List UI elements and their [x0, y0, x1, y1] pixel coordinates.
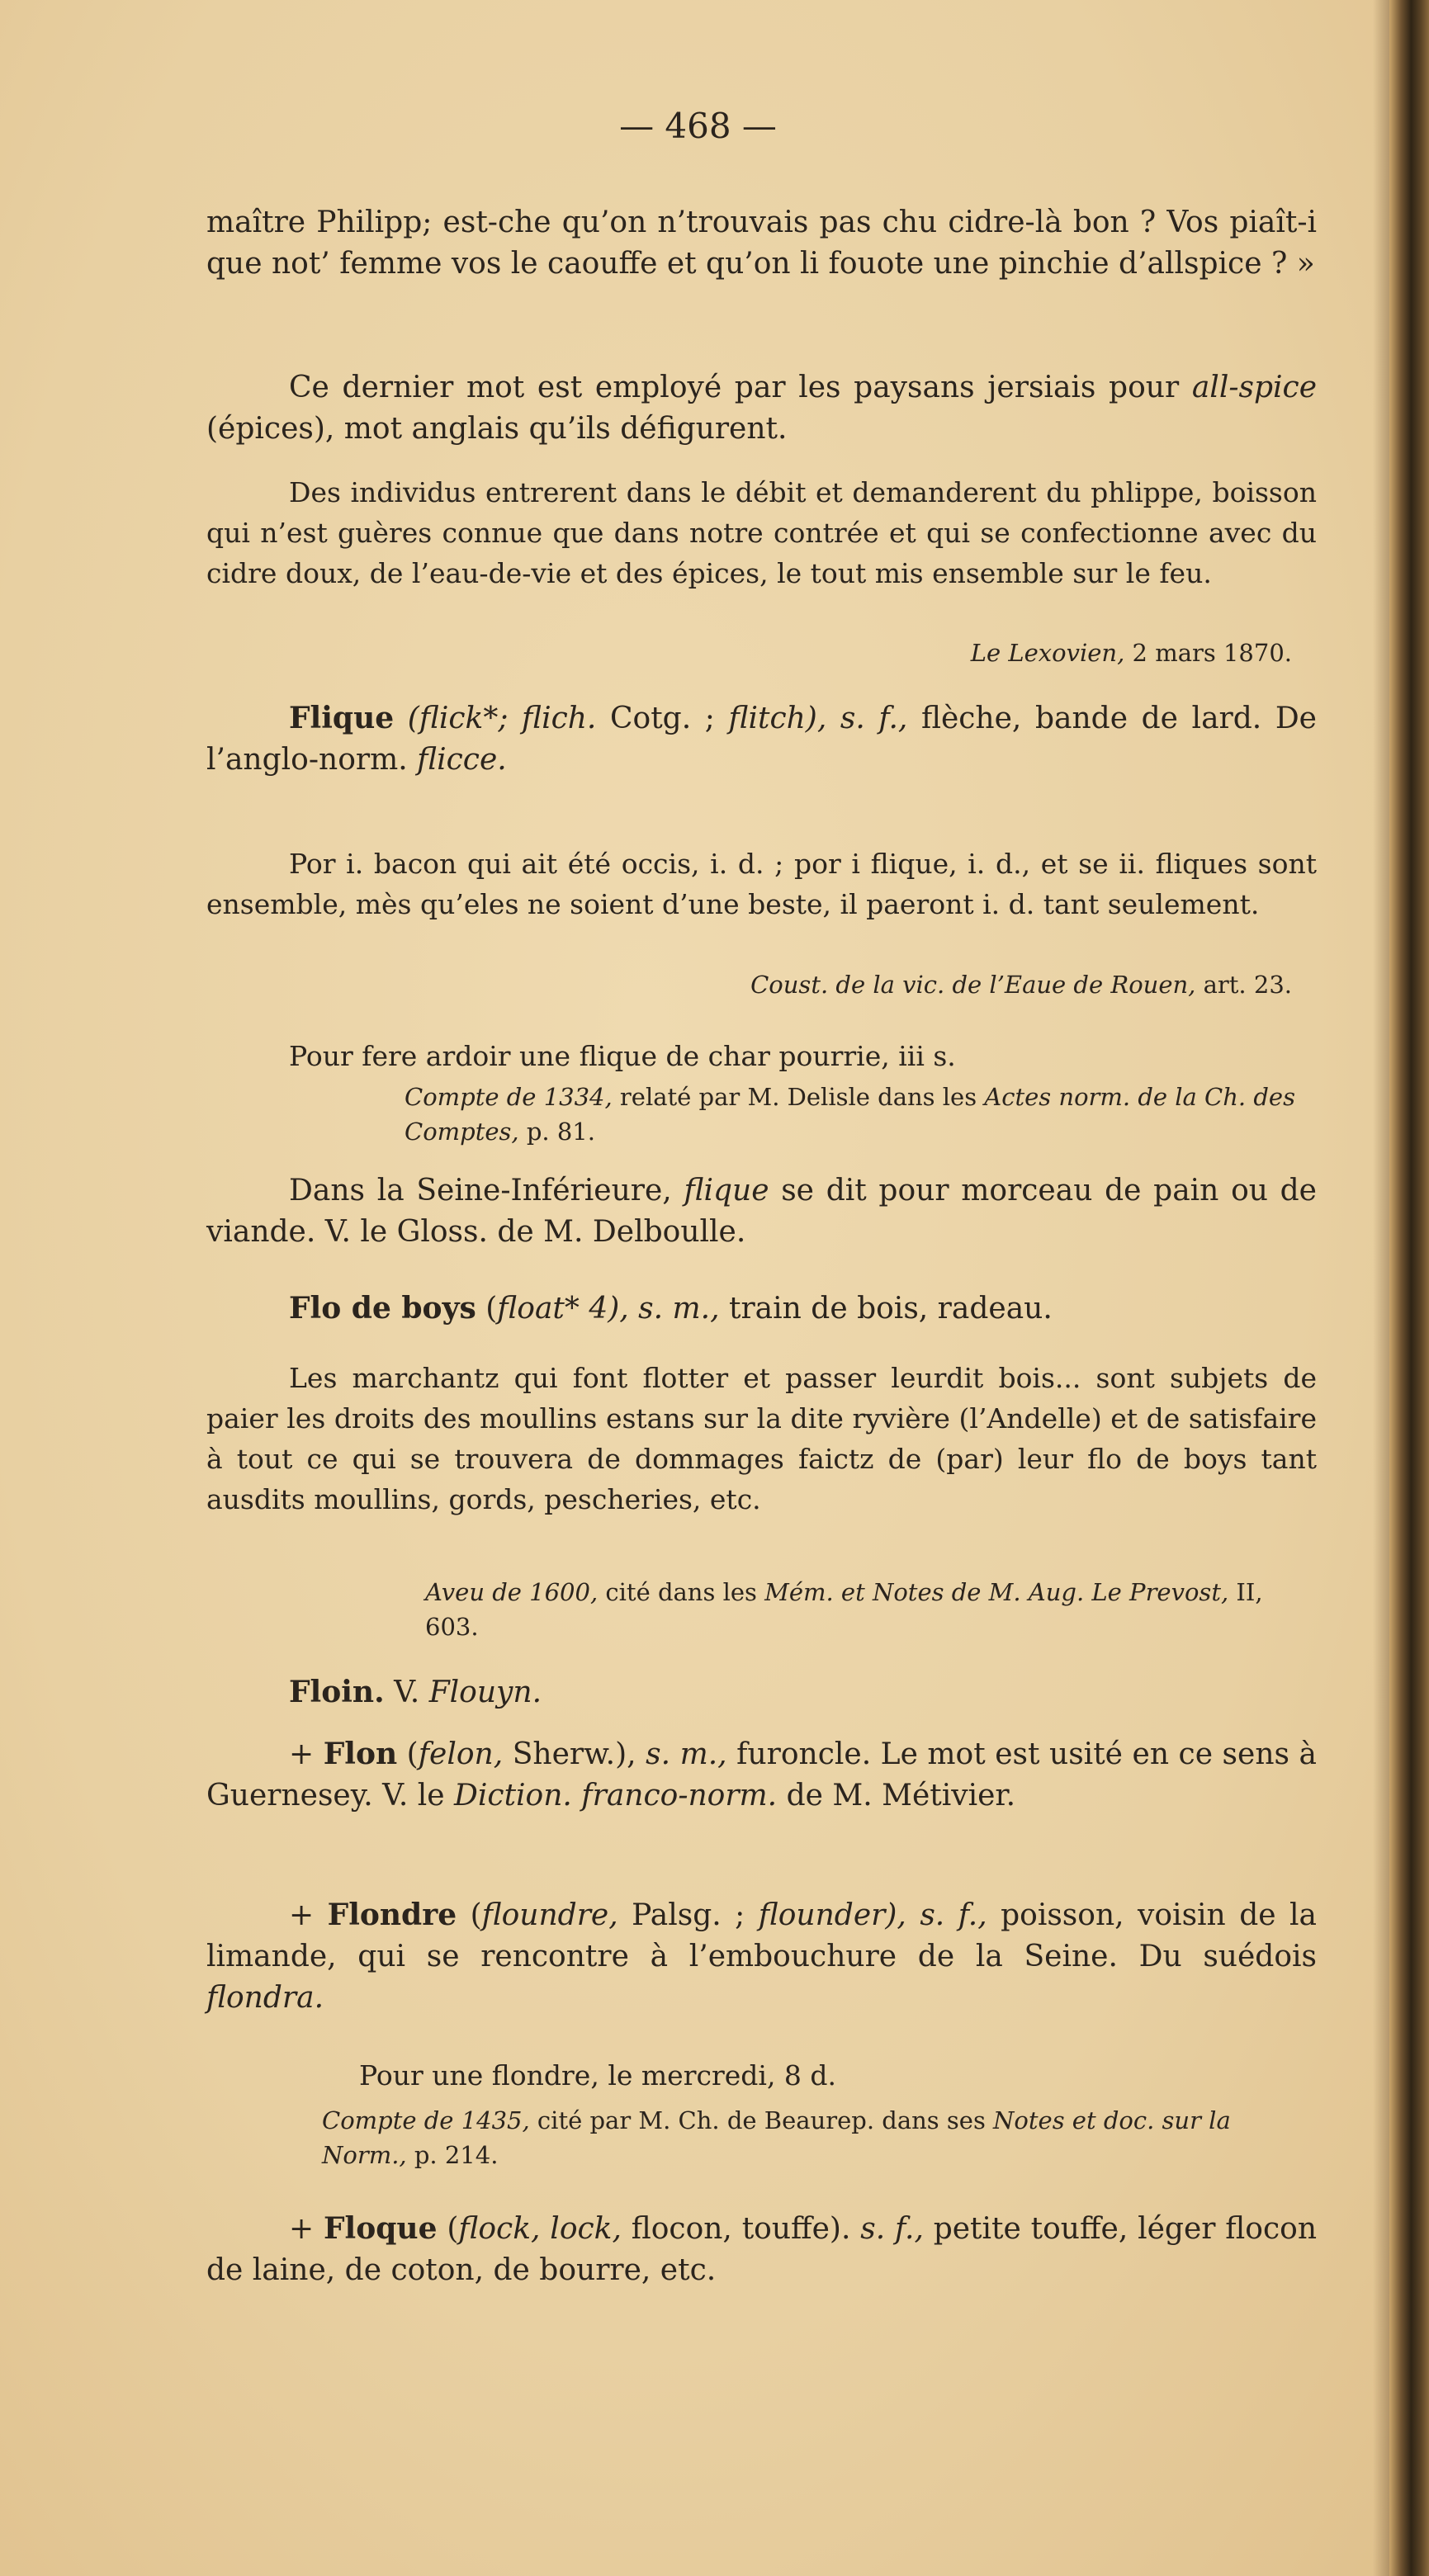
text: Cotg. ;	[596, 702, 729, 735]
term: flique	[684, 1174, 769, 1208]
headword: Flo de boys	[289, 1291, 476, 1326]
headword: Flique	[289, 701, 395, 735]
text: Dans la Seine-Inférieure,	[289, 1174, 684, 1208]
citation	[206, 967, 1317, 1002]
space	[906, 1898, 920, 1932]
text: (	[437, 2212, 459, 2246]
quotation-phlippe: Des individus entrerent dans le débit et demanderent du phlippe, boisson qui n’est guères connue que dans notre contrée et qui se confectionne avec du cidre doux, de l’eau-de-vie et des épices, le tout mis ensemble sur le feu.	[206, 476, 1317, 589]
cross-reference: Flouyn.	[428, 1676, 542, 1709]
source-ref: p. 214.	[406, 2141, 499, 2169]
text: (épices), mot anglais qu’ils défigurent.	[206, 412, 788, 446]
etymology: flitch),	[728, 702, 827, 735]
cross-mark-icon: +	[289, 1737, 315, 1771]
etymology: floundre,	[481, 1898, 618, 1932]
text: (	[476, 1292, 498, 1326]
source-title: Le Lexovien,	[970, 639, 1125, 667]
text: (	[397, 1737, 419, 1771]
etymology: flondra.	[206, 1981, 324, 2015]
text: cité dans les	[598, 1578, 765, 1606]
quotation-marchantz: Les marchantz qui font flotter et passer leurdit bois... sont subjets de paier les droits des moullins estans sur la dite ryvière (l’Andelle) et de satisfaire à tout ce qui se trouvera de dommages faictz de (par) leur flo de boys tant ausdits moullins, gords, pescheries, etc.	[206, 1362, 1317, 1515]
source-title: Aveu de 1600,	[425, 1578, 599, 1606]
headword: Floque	[324, 2211, 438, 2246]
citation	[206, 1080, 1317, 1149]
etymology: flock, lock,	[458, 2212, 622, 2246]
text: cité par M. Ch. de Beaurep. dans ses	[529, 2106, 994, 2134]
source-title: Actes norm. de la Ch. des Comptes,	[405, 1083, 1295, 1146]
headword: Flon	[323, 1737, 398, 1771]
grammar: s. f.,	[860, 2212, 924, 2246]
grammar: s. m.,	[638, 1292, 720, 1326]
term: all-spice	[1191, 371, 1317, 404]
text: (	[457, 1898, 482, 1932]
paragraph-allspice	[206, 367, 1317, 450]
source-ref: p. 81.	[518, 1118, 595, 1146]
page-gutter-shadow	[1373, 0, 1389, 2576]
quotation-bacon: Por i. bacon qui ait été occis, i. d. ; por i flique, i. d., et se ii. fliques sont ensemble, mès qu’eles ne soient d’une beste, il paeront i. d. tant seulement.	[206, 848, 1317, 920]
entry-flon	[206, 1733, 1317, 1817]
page-number: — 468 —	[619, 106, 777, 146]
citation	[206, 2103, 1317, 2172]
source-ref: II, 603.	[425, 1578, 1263, 1641]
entry-floin	[206, 1671, 1317, 1713]
text: relaté par M. Delisle dans les	[612, 1083, 985, 1111]
source-title: Diction. franco-norm.	[454, 1779, 778, 1813]
definition: furoncle. Le mot est usité en ce sens à Guernesey. V. le	[206, 1737, 1317, 1813]
definition: train de bois, radeau.	[719, 1292, 1053, 1326]
text: flocon, touffe).	[621, 2212, 861, 2246]
paragraph-quote-end: maître Philipp; est-che qu’on n’trouvais pas chu cidre-là bon ? Vos piaît-i que not’ femme vos le caouffe et qu’on li fouote une pinchie d’allspice ? »	[206, 206, 1317, 281]
text: V.	[384, 1676, 429, 1709]
space	[826, 702, 840, 735]
source-title: Compte de 1334,	[405, 1083, 613, 1111]
headword: Floin.	[289, 1675, 385, 1709]
citation	[206, 636, 1317, 670]
entry-flo-de-boys	[206, 1288, 1317, 1330]
etymology: (flick*; flich.	[407, 702, 597, 735]
source-ref: art. 23.	[1195, 971, 1292, 999]
source-title: Notes et doc. sur la Norm.,	[322, 2106, 1231, 2169]
source-title: Mém. et Notes de M. Aug. Le Prevost,	[764, 1578, 1229, 1606]
entry-floque	[206, 2208, 1317, 2291]
etymology: flicce.	[417, 743, 507, 777]
headword: Flondre	[327, 1898, 457, 1932]
text: Palsg. ;	[617, 1898, 759, 1932]
text: Sherw.),	[503, 1737, 646, 1771]
definition: flèche, bande de lard. De l’anglo-norm.	[206, 702, 1317, 777]
grammar: s. m.,	[646, 1737, 727, 1771]
grammar: s. f.,	[840, 702, 908, 735]
quotation-ardoir: Pour fere ardoir une flique de char pourrie, iii s.	[289, 1040, 956, 1072]
source-title: Compte de 1435,	[322, 2106, 530, 2134]
book-binding-edge	[1389, 0, 1429, 2576]
entry-flique	[206, 697, 1317, 781]
quotation-flondre: Pour une flondre, le mercredi, 8 d.	[359, 2059, 837, 2092]
cross-mark-icon: +	[289, 2212, 315, 2246]
text: de M. Métivier.	[777, 1779, 1016, 1813]
source-date: 2 mars 1870.	[1124, 639, 1292, 667]
etymology: float* 4),	[497, 1292, 629, 1326]
definition: poisson, voisin de la limande, qui se rencontre à l’embouchure de la Seine. Du suédois	[206, 1898, 1317, 1973]
cross-mark-icon: +	[289, 1898, 315, 1932]
definition: petite touffe, léger flocon de laine, de coton, de bourre, etc.	[206, 2212, 1317, 2287]
grammar: s. f.,	[920, 1898, 987, 1932]
paragraph-seine-inferieure	[206, 1170, 1317, 1253]
etymology: felon,	[418, 1737, 504, 1771]
text: Ce dernier mot est employé par les paysans jersiais pour	[289, 371, 1192, 404]
citation	[206, 1575, 1317, 1644]
etymology: flounder),	[758, 1898, 906, 1932]
text: se dit pour morceau de pain ou de viande. V. le Gloss. de M. Delboulle.	[206, 1174, 1317, 1249]
entry-flondre	[206, 1894, 1317, 2019]
source-title: Coust. de la vic. de l’Eaue de Rouen,	[750, 971, 1196, 999]
space	[629, 1292, 638, 1326]
